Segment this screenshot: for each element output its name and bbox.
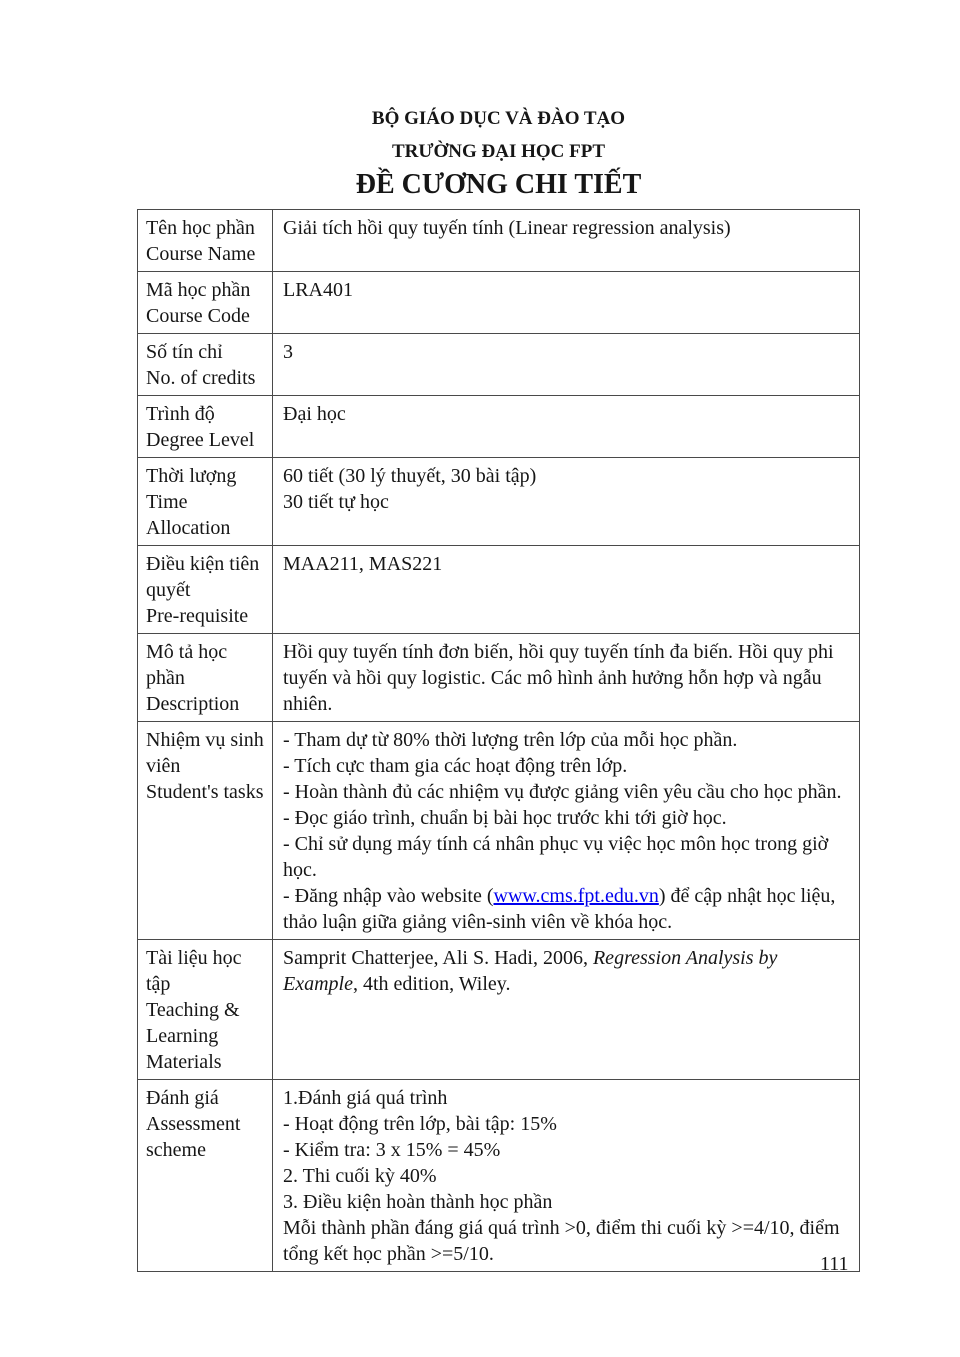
row-value-materials	[273, 940, 859, 1079]
table-row-course-name	[138, 210, 859, 272]
value-text: - Tham dự từ 80% thời lượng trên lớp của mỗi học phần.	[283, 729, 738, 751]
row-label-course-code: Mã học phần Course Code	[138, 272, 273, 333]
table-row-credits	[138, 334, 859, 396]
value-text: 1.Đánh giá quá trình	[283, 1087, 448, 1109]
page-number: 111	[820, 1253, 849, 1275]
row-label-student-tasks: Nhiệm vụ sinh viên Student's tasks	[138, 722, 273, 939]
value-text: Hồi quy tuyến tính đơn biến, hồi quy tuyến tính đa biến. Hồi quy phi tuyến và hồi quy logistic. Các mô hình ảnh hưởng hỗn hợp và ngẫu nhiên.	[283, 641, 834, 715]
row-value-assessment	[273, 1080, 859, 1271]
table-row-student-tasks	[138, 722, 859, 940]
book-title-italic: Regression Analysis by Example	[283, 947, 778, 995]
row-label-description: Mô tả học phần Description	[138, 634, 273, 721]
row-value-credits	[273, 334, 859, 395]
row-label-credits: Số tín chỉ No. of credits	[138, 334, 273, 395]
value-text: - Đăng nhập vào website (	[283, 885, 494, 907]
row-value-description	[273, 634, 859, 721]
value-text: Giải tích hồi quy tuyến tính (Linear regression analysis)	[283, 217, 731, 239]
value-text: ) để cập nhật học liệu, thảo luận giữa giảng viên-sinh viên về khóa học.	[283, 885, 836, 933]
table-row-description	[138, 634, 859, 722]
value-text: LRA401	[283, 279, 353, 301]
value-text: , 4th edition, Wiley.	[352, 973, 511, 995]
row-label-time-allocation: Thời lượng Time Allocation	[138, 458, 273, 545]
row-value-pre-requisite	[273, 546, 859, 633]
row-value-time-allocation	[273, 458, 859, 545]
table-row-time-allocation	[138, 458, 859, 546]
table-row-degree-level	[138, 396, 859, 458]
value-text: 3. Điều kiện hoàn thành học phần	[283, 1191, 553, 1213]
university-name: TRƯỜNG ĐẠI HỌC FPT	[391, 141, 606, 162]
value-text: - Kiểm tra: 3 x 15% = 45%	[283, 1139, 501, 1161]
document-title: ĐỀ CƯƠNG CHI TIẾT	[355, 169, 642, 200]
cms-website-link[interactable]: www.cms.fpt.edu.vn	[493, 885, 659, 907]
value-text: Mỗi thành phần đáng giá quá trình >0, điểm thi cuối kỳ >=4/10, điểm tổng kết học phần >=5/10.	[283, 1217, 840, 1265]
value-text: MAA211, MAS221	[283, 553, 443, 575]
syllabus-table	[137, 209, 860, 1272]
value-text: - Hoạt động trên lớp, bài tập: 15%	[283, 1113, 557, 1135]
value-text: - Tích cực tham gia các hoạt động trên lớp.	[283, 755, 628, 777]
value-text: 60 tiết (30 lý thuyết, 30 bài tập)	[283, 465, 537, 487]
row-label-materials: Tài liệu học tập Teaching & Learning Materials	[138, 940, 273, 1079]
value-text: - Đọc giáo trình, chuẩn bị bài học trước khi tới giờ học.	[283, 807, 727, 829]
value-text: - Chỉ sử dụng máy tính cá nhân phục vụ việc học môn học trong giờ học.	[283, 833, 829, 881]
row-label-degree-level: Trình độ Degree Level	[138, 396, 273, 457]
row-label-pre-requisite: Điều kiện tiên quyết Pre-requisite	[138, 546, 273, 633]
table-row-assessment	[138, 1080, 859, 1271]
value-text: Đại học	[283, 403, 346, 425]
row-value-course-code	[273, 272, 859, 333]
row-value-course-name	[273, 210, 859, 271]
value-text: 3	[283, 341, 293, 363]
ministry-name: BỘ GIÁO DỤC VÀ ĐÀO TẠO	[371, 108, 626, 129]
table-row-pre-requisite	[138, 546, 859, 634]
table-row-course-code	[138, 272, 859, 334]
table-row-materials	[138, 940, 859, 1080]
value-text: - Hoàn thành đủ các nhiệm vụ được giảng viên yêu cầu cho học phần.	[283, 781, 842, 803]
row-value-student-tasks	[273, 722, 859, 939]
row-value-degree-level	[273, 396, 859, 457]
value-text: Samprit Chatterjee, Ali S. Hadi, 2006,	[283, 947, 593, 969]
row-label-course-name: Tên học phần Course Name	[138, 210, 273, 271]
row-label-assessment: Đánh giá Assessment scheme	[138, 1080, 273, 1271]
value-text: 30 tiết tự học	[283, 491, 389, 513]
value-text: 2. Thi cuối kỳ 40%	[283, 1165, 437, 1187]
document-header	[137, 107, 860, 200]
